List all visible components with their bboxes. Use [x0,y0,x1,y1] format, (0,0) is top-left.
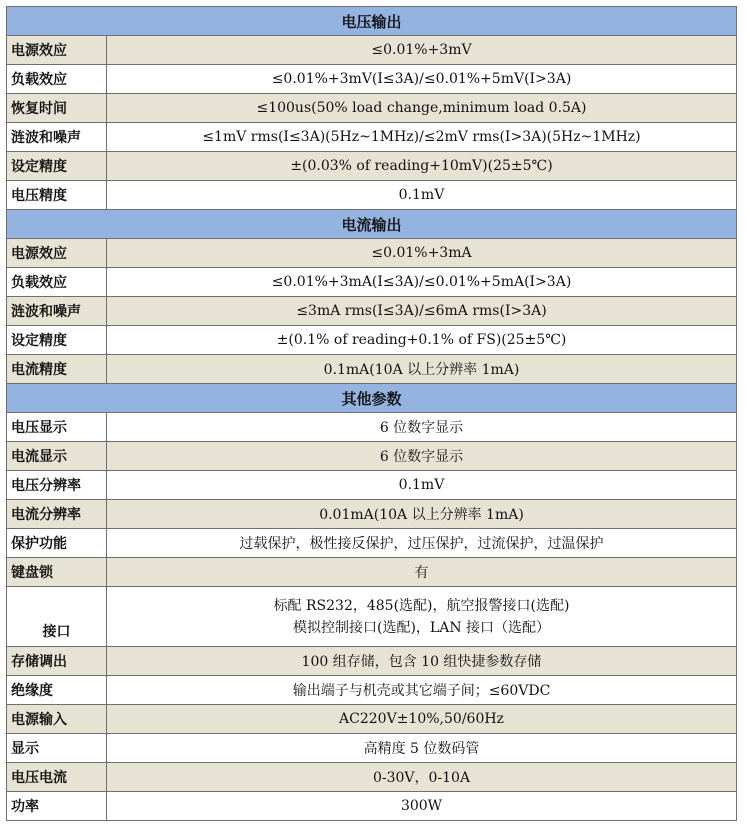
row-value: ≤0.01%+3mA [107,239,737,268]
row-label: 功率 [7,792,107,821]
row-label: 电流精度 [7,355,107,384]
section-title-current-output: 电流输出 [7,210,737,239]
row-value [107,587,737,647]
row-value: ≤100us(50% load change,minimum load 0.5A) [107,94,737,123]
section-header-row [7,7,737,36]
row-label: 电压精度 [7,181,107,210]
table-row [7,442,737,471]
section-header-row [7,210,737,239]
row-label: 接口 [7,587,107,647]
table-row [7,558,737,587]
section-title-other-parameters: 其他参数 [7,384,737,413]
row-value: ≤0.01%+3mV [107,36,737,65]
row-label: 保护功能 [7,529,107,558]
table-row [7,413,737,442]
table-row [7,763,737,792]
table-row [7,181,737,210]
row-value: 有 [107,558,737,587]
spec-table [6,6,737,821]
row-value: ≤0.01%+3mV(I≤3A)/≤0.01%+5mV(I>3A) [107,65,737,94]
row-value: 100 组存储，包含 10 组快捷参数存储 [107,647,737,676]
table-row [7,65,737,94]
row-value: ≤3mA rms(I≤3A)/≤6mA rms(I>3A) [107,297,737,326]
row-label: 负载效应 [7,268,107,297]
row-value: 过载保护，极性接反保护，过压保护，过流保护，过温保护 [107,529,737,558]
row-label: 涟波和噪声 [7,297,107,326]
row-label: 设定精度 [7,326,107,355]
table-row [7,123,737,152]
row-value: 6 位数字显示 [107,442,737,471]
row-value: 0.1mV [107,471,737,500]
row-label: 电压分辨率 [7,471,107,500]
row-value: 0-30V，0-10A [107,763,737,792]
row-label: 电流显示 [7,442,107,471]
row-label: 恢复时间 [7,94,107,123]
table-row [7,268,737,297]
table-row [7,471,737,500]
row-label: 电压显示 [7,413,107,442]
row-label: 涟波和噪声 [7,123,107,152]
row-label: 绝缘度 [7,676,107,705]
row-label: 键盘锁 [7,558,107,587]
row-value: ≤1mV rms(I≤3A)(5Hz~1MHz)/≤2mV rms(I>3A)(5Hz~1MHz) [107,123,737,152]
row-value: 0.01mA(10A 以上分辨率 1mA) [107,500,737,529]
row-value: 0.1mV [107,181,737,210]
row-label: 电源效应 [7,239,107,268]
table-row [7,587,737,647]
row-label: 电压电流 [7,763,107,792]
table-row [7,500,737,529]
row-label: 存储调出 [7,647,107,676]
row-label: 电源输入 [7,705,107,734]
table-row [7,734,737,763]
section-title-voltage-output: 电压输出 [7,7,737,36]
section-header-row [7,384,737,413]
table-row [7,529,737,558]
row-value: 300W [107,792,737,821]
row-label: 显示 [7,734,107,763]
table-row [7,647,737,676]
row-value: ≤0.01%+3mA(I≤3A)/≤0.01%+5mA(I>3A) [107,268,737,297]
row-label: 电源效应 [7,36,107,65]
table-row [7,94,737,123]
row-value: ±(0.03% of reading+10mV)(25±5℃) [107,152,737,181]
table-row [7,676,737,705]
table-row [7,36,737,65]
table-row [7,792,737,821]
row-value: AC220V±10%,50/60Hz [107,705,737,734]
row-value: 输出端子与机壳或其它端子间；≤60VDC [107,676,737,705]
row-value: ±(0.1% of reading+0.1% of FS)(25±5℃) [107,326,737,355]
interface-line: 标配 RS232，485(选配)，航空报警接口(选配) [273,597,570,614]
table-row [7,705,737,734]
row-label: 负载效应 [7,65,107,94]
row-label: 电流分辨率 [7,500,107,529]
table-row [7,355,737,384]
table-row [7,297,737,326]
table-row [7,152,737,181]
row-value: 6 位数字显示 [107,413,737,442]
row-value: 0.1mA(10A 以上分辨率 1mA) [107,355,737,384]
row-value: 高精度 5 位数码管 [107,734,737,763]
row-label: 设定精度 [7,152,107,181]
interface-line: 模拟控制接口(选配)，LAN 接口（选配） [292,619,551,636]
table-row [7,326,737,355]
table-row [7,239,737,268]
